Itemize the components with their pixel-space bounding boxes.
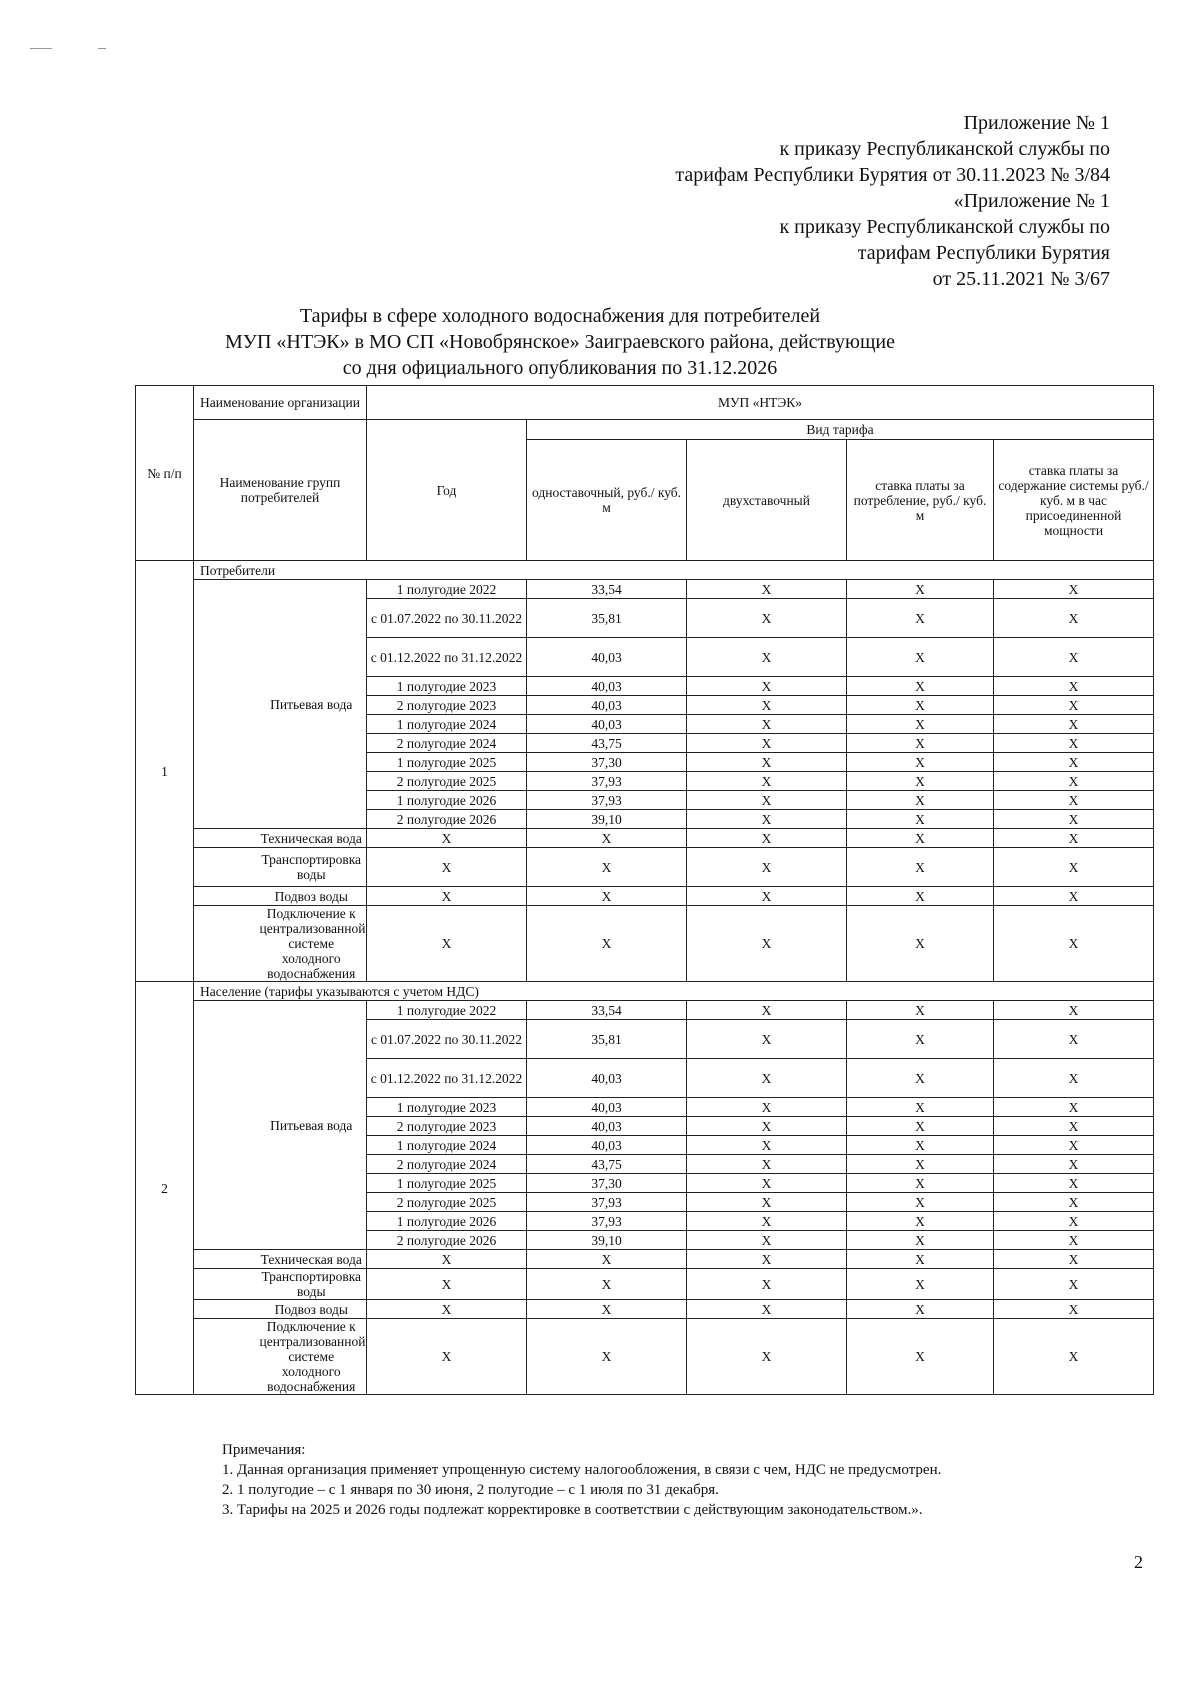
cell-single-rate: X (527, 906, 687, 982)
cell-period: 2 полугодие 2024 (367, 734, 527, 753)
header-org-label: Наименование организации (194, 386, 367, 420)
cell-single-rate: 40,03 (527, 715, 687, 734)
title-line: Тарифы в сфере холодного водоснабжения для потребителей (299, 305, 821, 327)
cell-two-part-rate: X (687, 906, 847, 982)
cell-period: 2 полугодие 2023 (367, 1117, 527, 1136)
cell-maintenance-rate: X (994, 734, 1154, 753)
header-num: № п/п (136, 386, 194, 561)
cell-consumption-rate: X (847, 1059, 994, 1098)
cell-consumption-rate: X (847, 1155, 994, 1174)
cell-single-rate: X (527, 887, 687, 906)
cell-maintenance-rate: X (994, 1117, 1154, 1136)
cell-single-rate: 40,03 (527, 677, 687, 696)
group-spacer (194, 1300, 257, 1319)
cell-single-rate: 37,30 (527, 1174, 687, 1193)
section-number: 2 (136, 982, 194, 1395)
cell-single-rate: 37,30 (527, 753, 687, 772)
cell-single-rate: 43,75 (527, 1155, 687, 1174)
cell-single-rate: 40,03 (527, 1059, 687, 1098)
cell-maintenance-rate: X (994, 1020, 1154, 1059)
cell-two-part-rate: X (687, 677, 847, 696)
table-row (136, 1300, 1154, 1319)
cell-single-rate: 35,81 (527, 1020, 687, 1059)
cell-period: X (367, 1300, 527, 1319)
cell-consumption-rate: X (847, 715, 994, 734)
page-number: 2 (1134, 1552, 1143, 1572)
cell-two-part-rate: X (687, 1001, 847, 1020)
cell-maintenance-rate: X (994, 1269, 1154, 1300)
cell-maintenance-rate: X (994, 848, 1154, 887)
header-line: тарифам Республики Бурятия от 30.11.2023 № 3/84 (675, 164, 1110, 186)
cell-consumption-rate: X (847, 887, 994, 906)
cell-consumption-rate: X (847, 1319, 994, 1395)
header-tariff-type: Вид тарифа (527, 420, 1154, 440)
cell-period: 1 полугодие 2025 (367, 753, 527, 772)
title-line: со дня официального опубликования по 31.12.2026 (342, 357, 778, 379)
header-col-double: двухставочный (687, 440, 847, 561)
cell-two-part-rate: X (687, 887, 847, 906)
group-spacer (194, 580, 257, 829)
group-spacer (194, 1269, 257, 1300)
cell-maintenance-rate: X (994, 791, 1154, 810)
header-year-label: Год (367, 420, 527, 561)
cell-single-rate: X (527, 829, 687, 848)
group-name: Питьевая вода (257, 1001, 367, 1250)
cell-maintenance-rate: X (994, 1193, 1154, 1212)
cell-period: 1 полугодие 2025 (367, 1174, 527, 1193)
cell-period: X (367, 1250, 527, 1269)
cell-consumption-rate: X (847, 829, 994, 848)
group-spacer (194, 1250, 257, 1269)
cell-single-rate: 40,03 (527, 1136, 687, 1155)
group-spacer (194, 1001, 257, 1250)
cell-maintenance-rate: X (994, 1098, 1154, 1117)
cell-two-part-rate: X (687, 1098, 847, 1117)
cell-maintenance-rate: X (994, 1059, 1154, 1098)
cell-maintenance-rate: X (994, 1212, 1154, 1231)
cell-period: с 01.07.2022 по 30.11.2022 (367, 1020, 527, 1059)
cell-maintenance-rate: X (994, 753, 1154, 772)
cell-two-part-rate: X (687, 1250, 847, 1269)
cell-consumption-rate: X (847, 772, 994, 791)
cell-single-rate: X (527, 1250, 687, 1269)
group-name: Техническая вода (257, 829, 367, 848)
cell-period: 2 полугодие 2023 (367, 696, 527, 715)
document-header (675, 110, 1110, 292)
cell-two-part-rate: X (687, 753, 847, 772)
cell-two-part-rate: X (687, 772, 847, 791)
notes-heading: Примечания: (222, 1442, 306, 1458)
cell-two-part-rate: X (687, 1212, 847, 1231)
cell-maintenance-rate: X (994, 829, 1154, 848)
section-title: Население (тарифы указываются с учетом НДС) (194, 982, 1154, 1001)
cell-two-part-rate: X (687, 1319, 847, 1395)
cell-period: 2 полугодие 2024 (367, 1155, 527, 1174)
cell-period: 1 полугодие 2026 (367, 1212, 527, 1231)
cell-two-part-rate: X (687, 696, 847, 715)
table-row (136, 829, 1154, 848)
cell-period: 2 полугодие 2025 (367, 772, 527, 791)
cell-period: X (367, 887, 527, 906)
cell-period: 1 полугодие 2023 (367, 677, 527, 696)
cell-two-part-rate: X (687, 1136, 847, 1155)
cell-single-rate: 37,93 (527, 772, 687, 791)
section-title-row (136, 982, 1154, 1001)
cell-consumption-rate: X (847, 810, 994, 829)
cell-two-part-rate: X (687, 1231, 847, 1250)
cell-consumption-rate: X (847, 1300, 994, 1319)
cell-consumption-rate: X (847, 580, 994, 599)
cell-two-part-rate: X (687, 1300, 847, 1319)
cell-consumption-rate: X (847, 1136, 994, 1155)
cell-consumption-rate: X (847, 753, 994, 772)
header-line: тарифам Республики Бурятия (857, 242, 1110, 264)
cell-maintenance-rate: X (994, 1155, 1154, 1174)
cell-two-part-rate: X (687, 829, 847, 848)
cell-two-part-rate: X (687, 1117, 847, 1136)
header-line: к приказу Республиканской службы по (779, 138, 1110, 160)
cell-single-rate: 35,81 (527, 599, 687, 638)
header-line: к приказу Республиканской службы по (779, 216, 1110, 238)
cell-two-part-rate: X (687, 580, 847, 599)
cell-maintenance-rate: X (994, 580, 1154, 599)
cell-maintenance-rate: X (994, 1231, 1154, 1250)
cell-period: 2 полугодие 2025 (367, 1193, 527, 1212)
cell-consumption-rate: X (847, 1269, 994, 1300)
cell-two-part-rate: X (687, 1059, 847, 1098)
cell-single-rate: 40,03 (527, 1117, 687, 1136)
cell-two-part-rate: X (687, 810, 847, 829)
cell-two-part-rate: X (687, 1269, 847, 1300)
cell-single-rate: X (527, 1269, 687, 1300)
header-line: Приложение № 1 (963, 112, 1110, 134)
cell-single-rate: 37,93 (527, 1212, 687, 1231)
cell-maintenance-rate: X (994, 810, 1154, 829)
cell-period: X (367, 848, 527, 887)
scan-mark (30, 48, 52, 49)
group-name: Питьевая вода (257, 580, 367, 829)
cell-consumption-rate: X (847, 599, 994, 638)
cell-period: 2 полугодие 2026 (367, 1231, 527, 1250)
cell-consumption-rate: X (847, 696, 994, 715)
cell-single-rate: 39,10 (527, 810, 687, 829)
table-row (136, 906, 1154, 982)
cell-period: 2 полугодие 2026 (367, 810, 527, 829)
group-name: Транспортировка воды (257, 848, 367, 887)
cell-consumption-rate: X (847, 1001, 994, 1020)
header-org-name: МУП «НТЭК» (367, 386, 1154, 420)
cell-single-rate: 33,54 (527, 580, 687, 599)
cell-period: с 01.12.2022 по 31.12.2022 (367, 638, 527, 677)
cell-consumption-rate: X (847, 1098, 994, 1117)
cell-consumption-rate: X (847, 1212, 994, 1231)
note-item: 2. 1 полугодие – с 1 января по 30 июня, 2 полугодие – с 1 июля по 31 декабря. (222, 1482, 719, 1498)
cell-period: 1 полугодие 2022 (367, 1001, 527, 1020)
cell-two-part-rate: X (687, 599, 847, 638)
cell-period: с 01.07.2022 по 30.11.2022 (367, 599, 527, 638)
cell-two-part-rate: X (687, 1020, 847, 1059)
cell-consumption-rate: X (847, 848, 994, 887)
cell-maintenance-rate: X (994, 715, 1154, 734)
cell-two-part-rate: X (687, 638, 847, 677)
cell-period: X (367, 1269, 527, 1300)
header-line: от 25.11.2021 № 3/67 (932, 268, 1110, 290)
cell-period: X (367, 906, 527, 982)
cell-period: X (367, 1319, 527, 1395)
note-item: 3. Тарифы на 2025 и 2026 годы подлежат корректировке в соответствии с действующим законодательством.». (222, 1502, 923, 1518)
section-title-row (136, 561, 1154, 580)
cell-maintenance-rate: X (994, 1174, 1154, 1193)
cell-maintenance-rate: X (994, 1300, 1154, 1319)
table-row (136, 1250, 1154, 1269)
cell-consumption-rate: X (847, 677, 994, 696)
group-name: Транспортировка воды (257, 1269, 367, 1300)
cell-consumption-rate: X (847, 734, 994, 753)
group-spacer (194, 829, 257, 848)
cell-consumption-rate: X (847, 1174, 994, 1193)
group-name: Подключение к централизованной системе холодного водоснабжения (257, 1319, 367, 1395)
group-name: Подвоз воды (257, 887, 367, 906)
table-row (136, 1269, 1154, 1300)
cell-period: 1 полугодие 2023 (367, 1098, 527, 1117)
group-spacer (194, 887, 257, 906)
cell-two-part-rate: X (687, 791, 847, 810)
cell-single-rate: 39,10 (527, 1231, 687, 1250)
header-col-single: одноставочный, руб./ куб. м (527, 440, 687, 561)
cell-two-part-rate: X (687, 734, 847, 753)
cell-single-rate: X (527, 1300, 687, 1319)
table-row (136, 887, 1154, 906)
cell-period: 1 полугодие 2022 (367, 580, 527, 599)
cell-single-rate: 43,75 (527, 734, 687, 753)
group-name: Подключение к централизованной системе холодного водоснабжения (257, 906, 367, 982)
section-title: Потребители (194, 561, 1154, 580)
table-row (136, 848, 1154, 887)
cell-two-part-rate: X (687, 715, 847, 734)
cell-maintenance-rate: X (994, 1001, 1154, 1020)
cell-two-part-rate: X (687, 1174, 847, 1193)
cell-period: 1 полугодие 2024 (367, 715, 527, 734)
cell-maintenance-rate: X (994, 772, 1154, 791)
group-spacer (194, 906, 257, 982)
note-item: 1. Данная организация применяет упрощенную систему налогообложения, в связи с чем, НДС не предусмотрен. (222, 1462, 942, 1478)
cell-period: 1 полугодие 2024 (367, 1136, 527, 1155)
cell-maintenance-rate: X (994, 696, 1154, 715)
cell-single-rate: X (527, 848, 687, 887)
scan-mark (98, 48, 106, 49)
cell-maintenance-rate: X (994, 1319, 1154, 1395)
title-line: МУП «НТЭК» в МО СП «Новобрянское» Заиграевского района, действующие (225, 331, 895, 353)
cell-period: 1 полугодие 2026 (367, 791, 527, 810)
cell-single-rate: 37,93 (527, 791, 687, 810)
cell-consumption-rate: X (847, 1250, 994, 1269)
group-name: Подвоз воды (257, 1300, 367, 1319)
tariff-table (135, 385, 1154, 1395)
cell-single-rate: 40,03 (527, 1098, 687, 1117)
cell-maintenance-rate: X (994, 906, 1154, 982)
group-spacer (194, 1319, 257, 1395)
group-spacer (194, 848, 257, 887)
cell-period: с 01.12.2022 по 31.12.2022 (367, 1059, 527, 1098)
cell-consumption-rate: X (847, 1020, 994, 1059)
cell-single-rate: 33,54 (527, 1001, 687, 1020)
cell-single-rate: 40,03 (527, 638, 687, 677)
cell-consumption-rate: X (847, 1193, 994, 1212)
header-col-maintenance: ставка платы за содержание системы руб./куб. м в час присоединенной мощности (994, 440, 1154, 561)
header-line: «Приложение № 1 (953, 190, 1110, 212)
cell-maintenance-rate: X (994, 638, 1154, 677)
cell-maintenance-rate: X (994, 599, 1154, 638)
cell-single-rate: 37,93 (527, 1193, 687, 1212)
table-row (136, 1001, 1154, 1020)
cell-two-part-rate: X (687, 1155, 847, 1174)
cell-two-part-rate: X (687, 848, 847, 887)
cell-consumption-rate: X (847, 1117, 994, 1136)
cell-consumption-rate: X (847, 1231, 994, 1250)
cell-maintenance-rate: X (994, 677, 1154, 696)
header-group-label: Наименование групп потребителей (194, 420, 367, 561)
cell-period: X (367, 829, 527, 848)
cell-consumption-rate: X (847, 638, 994, 677)
cell-two-part-rate: X (687, 1193, 847, 1212)
table-row (136, 580, 1154, 599)
section-number: 1 (136, 561, 194, 982)
cell-maintenance-rate: X (994, 1136, 1154, 1155)
group-name: Техническая вода (257, 1250, 367, 1269)
cell-maintenance-rate: X (994, 1250, 1154, 1269)
notes (222, 1440, 941, 1520)
cell-maintenance-rate: X (994, 887, 1154, 906)
table-row (136, 1319, 1154, 1395)
cell-consumption-rate: X (847, 906, 994, 982)
header-col-consumption: ставка платы за потребление, руб./ куб. м (847, 440, 994, 561)
document-title (200, 303, 920, 381)
cell-consumption-rate: X (847, 791, 994, 810)
cell-single-rate: 40,03 (527, 696, 687, 715)
cell-single-rate: X (527, 1319, 687, 1395)
